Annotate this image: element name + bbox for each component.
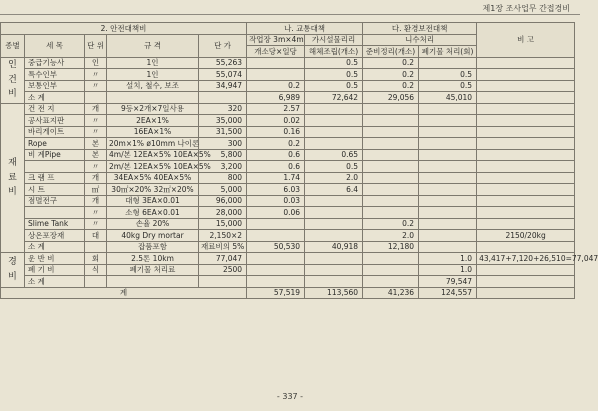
cell-item: 소 계 (25, 241, 85, 253)
cell-item: Rope (25, 138, 85, 150)
cell-preparation (363, 264, 419, 276)
cell-waste-disposal: 0.5 (419, 80, 477, 92)
cell-waste-disposal (419, 138, 477, 150)
cell-unit: 개 (85, 195, 107, 207)
cell-assembly (305, 230, 363, 242)
total-c2: 113,560 (305, 287, 363, 299)
cell-preparation: 0.2 (363, 218, 419, 230)
cell-unit: 〃 (85, 115, 107, 127)
table-row (1, 92, 575, 104)
cell-per-site-day: 0.2 (247, 138, 305, 150)
cell-unit: ㎡ (85, 184, 107, 196)
table-row (1, 230, 575, 242)
header-assembly: 해체조립(개소) (305, 46, 363, 58)
cell-assembly: 0.65 (305, 149, 363, 161)
cell-waste-disposal (419, 195, 477, 207)
cell-item: 중급기능사 (25, 57, 85, 69)
cell-remarks (477, 57, 575, 69)
cell-spec: 손율 20% (107, 218, 199, 230)
header-temp-structure: 가시설물리리 (305, 34, 363, 46)
cell-unit: 〃 (85, 126, 107, 138)
header-preparation: 준비정리(개소) (363, 46, 419, 58)
page-number: - 337 - (276, 392, 304, 401)
table-row (1, 103, 575, 115)
cell-assembly (305, 264, 363, 276)
cell-unit-price: 55,263 (199, 57, 247, 69)
table-row (1, 253, 575, 265)
header-row-1 (1, 23, 575, 35)
cell-item: 특수인부 (25, 69, 85, 81)
cell-waste-disposal: 45,010 (419, 92, 477, 104)
cell-item: 공사표지판 (25, 115, 85, 127)
total-label: 계 (1, 287, 247, 299)
cell-waste-disposal: 1.0 (419, 264, 477, 276)
cell-unit: 본 (85, 138, 107, 150)
cell-preparation (363, 253, 419, 265)
cell-assembly (305, 126, 363, 138)
cell-remarks: 43,417+7,120+26,510=77,047 (477, 253, 575, 265)
category-cell: 인 건 비 (1, 57, 25, 103)
header-unit: 단 위 (85, 34, 107, 57)
cell-waste-disposal (419, 161, 477, 173)
cell-unit: 〃 (85, 161, 107, 173)
cell-item: 건 전 지 (25, 103, 85, 115)
cell-unit: 〃 (85, 207, 107, 219)
header-spec: 규 격 (107, 34, 199, 57)
header-workspace: 작업장 3m×4m (247, 34, 305, 46)
cell-unit-price (199, 276, 247, 288)
cell-remarks (477, 161, 575, 173)
cell-spec: 대형 3EA×0.01 (107, 195, 199, 207)
table-body (1, 23, 598, 299)
cell-assembly (305, 138, 363, 150)
cell-unit: 〃 (85, 80, 107, 92)
cell-remarks (477, 92, 575, 104)
table-row (1, 207, 575, 219)
cell-preparation (363, 126, 419, 138)
total-c4: 124,557 (419, 287, 477, 299)
cell-item: 시 트 (25, 184, 85, 196)
table-row (1, 218, 575, 230)
cell-preparation (363, 161, 419, 173)
cell-spec: 잡품포함 (107, 241, 199, 253)
table-row (1, 241, 575, 253)
cell-remarks (477, 218, 575, 230)
cell-item: 폐 기 비 (25, 264, 85, 276)
cell-spec: 16EA×1% (107, 126, 199, 138)
cell-remarks (477, 138, 575, 150)
cell-waste-disposal (419, 126, 477, 138)
header-waste-disposal: 폐기물 처리(회) (419, 46, 477, 58)
cell-spec: 폐기물 처리료 (107, 264, 199, 276)
cell-item: 바리게이트 (25, 126, 85, 138)
total-row (1, 287, 575, 299)
cell-preparation: 0.2 (363, 80, 419, 92)
cell-remarks (477, 264, 575, 276)
cell-item: 보통인부 (25, 80, 85, 92)
cell-remarks (477, 241, 575, 253)
cell-item: Slime Tank (25, 218, 85, 230)
cell-waste-disposal (419, 172, 477, 184)
total-remarks (477, 287, 575, 299)
total-c1: 57,519 (247, 287, 305, 299)
cell-item: 소 계 (25, 276, 85, 288)
cell-per-site-day: 0.6 (247, 149, 305, 161)
cell-remarks (477, 184, 575, 196)
cell-preparation (363, 138, 419, 150)
header-per-site-day: 개소당×일당 (247, 46, 305, 58)
category-cell: 재 료 비 (1, 103, 25, 253)
cell-unit: 인 (85, 57, 107, 69)
cell-waste-disposal (419, 184, 477, 196)
cell-assembly (305, 115, 363, 127)
cell-waste-disposal (419, 230, 477, 242)
header-unit-price: 단 가 (199, 34, 247, 57)
cell-remarks (477, 80, 575, 92)
cell-spec: 40kg Dry mortar (107, 230, 199, 242)
header-category: 종별 (1, 34, 25, 57)
cell-spec: 1인 (107, 57, 199, 69)
cell-item: 상온포장재 (25, 230, 85, 242)
header-item: 세 목 (25, 34, 85, 57)
cell-unit-price: 34,947 (199, 80, 247, 92)
cell-unit: 본 (85, 149, 107, 161)
cell-remarks (477, 207, 575, 219)
cell-per-site-day: 0.6 (247, 161, 305, 173)
header-environment: 다. 환경보전대책 (363, 23, 477, 35)
cell-unit: 〃 (85, 218, 107, 230)
cell-unit-price: 35,000 (199, 115, 247, 127)
cell-unit: 식 (85, 264, 107, 276)
cell-spec: 소형 6EA×0.01 (107, 207, 199, 219)
cell-remarks: 2150/20kg (477, 230, 575, 242)
category-cell: 경 비 (1, 253, 25, 288)
cell-spec: 30㎡×20% 32㎡×20% (107, 184, 199, 196)
cell-waste-disposal (419, 149, 477, 161)
cell-preparation: 0.2 (363, 57, 419, 69)
cell-spec (107, 92, 199, 104)
cell-assembly: 0.5 (305, 80, 363, 92)
cell-remarks (477, 195, 575, 207)
cell-assembly (305, 276, 363, 288)
cell-preparation (363, 276, 419, 288)
cell-item (25, 207, 85, 219)
cell-unit: 대 (85, 230, 107, 242)
cell-spec: 34EA×5% 40EA×5% (107, 172, 199, 184)
header-rule (0, 14, 580, 15)
cell-item (25, 161, 85, 173)
cell-preparation (363, 103, 419, 115)
cell-per-site-day (247, 276, 305, 288)
cell-assembly (305, 218, 363, 230)
cell-remarks (477, 115, 575, 127)
table-row (1, 69, 575, 81)
cell-per-site-day: 0.03 (247, 195, 305, 207)
cell-per-site-day (247, 218, 305, 230)
cell-per-site-day (247, 264, 305, 276)
cell-unit-price: 77,047 (199, 253, 247, 265)
cell-unit: 〃 (85, 69, 107, 81)
cell-remarks (477, 69, 575, 81)
cell-assembly: 0.5 (305, 161, 363, 173)
cell-assembly: 0.5 (305, 57, 363, 69)
cell-per-site-day: 0.02 (247, 115, 305, 127)
cell-assembly (305, 103, 363, 115)
cell-unit-price: 3,200 (199, 161, 247, 173)
cell-item: 점멸전구 (25, 195, 85, 207)
cell-unit-price: 31,500 (199, 126, 247, 138)
table-row (1, 80, 575, 92)
cell-spec: 2m/본 12EA×5% 10EA×5% (107, 161, 199, 173)
cell-preparation (363, 149, 419, 161)
cell-unit-price: 96,000 (199, 195, 247, 207)
cell-remarks (477, 126, 575, 138)
cell-unit: 회 (85, 253, 107, 265)
cell-assembly: 2.0 (305, 172, 363, 184)
cell-item: 운 반 비 (25, 253, 85, 265)
cell-unit-price: 5,000 (199, 184, 247, 196)
safety-cost-table (0, 22, 598, 299)
cell-remarks (477, 149, 575, 161)
cell-preparation (363, 115, 419, 127)
cell-spec: 2EA×1% (107, 115, 199, 127)
cell-per-site-day: 6.03 (247, 184, 305, 196)
cell-waste-disposal: 79,547 (419, 276, 477, 288)
table-row (1, 115, 575, 127)
cell-spec: 4m/본 12EA×5% 10EA×5% (107, 149, 199, 161)
cell-unit-price (199, 92, 247, 104)
chapter-header: 제1장 조사업무 간접경비 (482, 4, 570, 13)
cell-unit (85, 276, 107, 288)
header-traffic: 나. 교통대책 (247, 23, 363, 35)
cell-assembly (305, 195, 363, 207)
cell-waste-disposal (419, 207, 477, 219)
cell-unit-price: 2500 (199, 264, 247, 276)
cell-assembly: 40,918 (305, 241, 363, 253)
cell-spec: 20m×1% ø10mm 나이론 (107, 138, 199, 150)
header-mud-treatment: 니수처리 (363, 34, 477, 46)
cell-waste-disposal: 0.5 (419, 69, 477, 81)
table-row (1, 138, 575, 150)
cell-unit-price: 300 (199, 138, 247, 150)
cell-remarks (477, 172, 575, 184)
cell-remarks (477, 103, 575, 115)
table-row (1, 276, 575, 288)
cell-unit-price: 2,150×2 (199, 230, 247, 242)
cell-waste-disposal (419, 57, 477, 69)
cell-per-site-day: 6,989 (247, 92, 305, 104)
cell-unit: 개 (85, 103, 107, 115)
cell-waste-disposal (419, 241, 477, 253)
cell-per-site-day: 1.74 (247, 172, 305, 184)
cell-per-site-day: 0.16 (247, 126, 305, 138)
cell-assembly: 0.5 (305, 69, 363, 81)
cell-item: 크 램 프 (25, 172, 85, 184)
cell-preparation (363, 184, 419, 196)
cell-waste-disposal (419, 115, 477, 127)
cell-per-site-day: 0.2 (247, 80, 305, 92)
cell-unit (85, 241, 107, 253)
table-row (1, 172, 575, 184)
table-row (1, 149, 575, 161)
cell-unit (85, 92, 107, 104)
cell-assembly (305, 207, 363, 219)
cell-item: 비 계Pipe (25, 149, 85, 161)
cell-waste-disposal (419, 218, 477, 230)
cell-preparation (363, 195, 419, 207)
cell-per-site-day: 50,530 (247, 241, 305, 253)
cell-per-site-day (247, 253, 305, 265)
cell-unit: 개 (85, 172, 107, 184)
cell-spec: 9등×2개×7일사용 (107, 103, 199, 115)
cell-preparation: 0.2 (363, 69, 419, 81)
cell-preparation: 12,180 (363, 241, 419, 253)
cell-unit-price: 재료비의 5% (199, 241, 247, 253)
cell-remarks (477, 276, 575, 288)
cell-spec: 2.5톤 10km (107, 253, 199, 265)
cell-waste-disposal: 1.0 (419, 253, 477, 265)
cell-per-site-day (247, 69, 305, 81)
cell-waste-disposal (419, 103, 477, 115)
cell-unit-price: 5,800 (199, 149, 247, 161)
cell-per-site-day (247, 57, 305, 69)
cell-assembly: 72,642 (305, 92, 363, 104)
header-safety-title: 2. 안전대책비 (1, 23, 247, 35)
cell-unit-price: 15,000 (199, 218, 247, 230)
cell-per-site-day (247, 230, 305, 242)
table-row (1, 184, 575, 196)
cell-unit-price: 28,000 (199, 207, 247, 219)
cell-unit-price: 320 (199, 103, 247, 115)
cell-per-site-day: 0.06 (247, 207, 305, 219)
table-row (1, 161, 575, 173)
table-row (1, 195, 575, 207)
table-row (1, 57, 575, 69)
table-row (1, 126, 575, 138)
cell-assembly: 6.4 (305, 184, 363, 196)
cell-item: 소 계 (25, 92, 85, 104)
cell-preparation: 2.0 (363, 230, 419, 242)
total-c3: 41,236 (363, 287, 419, 299)
cell-spec: 1인 (107, 69, 199, 81)
cell-assembly (305, 253, 363, 265)
cell-spec (107, 276, 199, 288)
cell-preparation (363, 172, 419, 184)
cell-unit-price: 55,074 (199, 69, 247, 81)
cell-unit-price: 800 (199, 172, 247, 184)
cell-preparation: 29,056 (363, 92, 419, 104)
cell-per-site-day: 2.57 (247, 103, 305, 115)
table-row (1, 264, 575, 276)
cell-preparation (363, 207, 419, 219)
cell-spec: 설치, 철수, 보조 (107, 80, 199, 92)
header-remarks: 비 고 (477, 23, 575, 58)
